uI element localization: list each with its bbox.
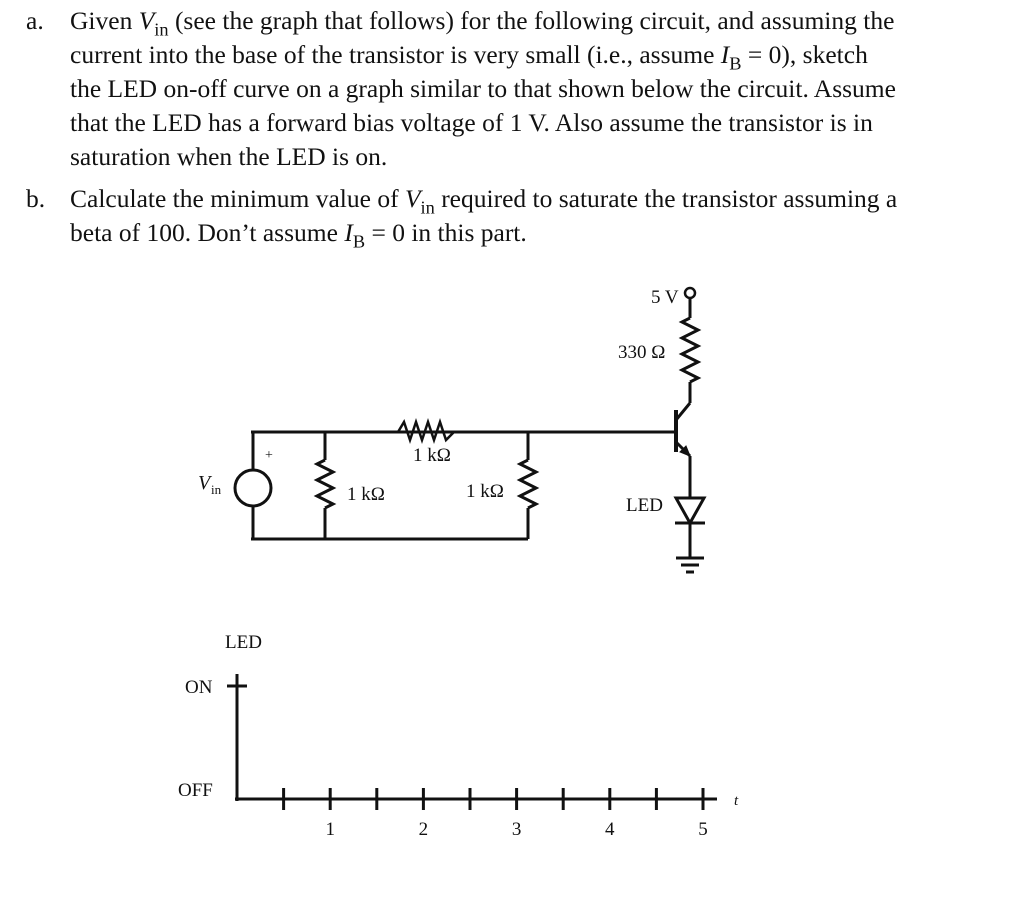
question-b-marker: b. xyxy=(26,184,46,213)
led-timing-graph xyxy=(227,674,717,810)
source-label-var: V xyxy=(198,472,211,494)
graph-off-label: OFF xyxy=(178,780,213,801)
sub-b: B xyxy=(352,231,366,252)
base-shunt-resistor-label: 1 kΩ xyxy=(466,481,504,502)
graph-on-label: ON xyxy=(185,677,213,698)
question-a-text: Given $V_{in}$ (see the graph that follows) for the following circuit, and assuming the current into the base of the transistor is very small (i.e., assume $I_B = 0$), sketch the LED on-off curve on a graph similar to that shown below the circuit. Assume that the LED has a forward bias voltage of 1 V. Also assume the transistor is in saturation when the LED is on. xyxy=(70,6,896,171)
var-i: I xyxy=(720,40,730,69)
supply-label: 5 V xyxy=(651,287,679,308)
graph-x-tick-label: 5 xyxy=(698,819,708,840)
var-i: I xyxy=(344,218,353,247)
question-b-text: Calculate the minimum value of $V_{in}$ required to saturate the transistor assuming a beta of 100. Don’t assume $I_B = 0$ in this part. xyxy=(70,184,898,252)
sub-in: in xyxy=(420,197,435,218)
supply-terminal-icon xyxy=(685,288,695,298)
shunt-resistor-2-zigzag xyxy=(520,460,536,508)
transistor-collector xyxy=(676,403,690,420)
series-resistor-label: 1 kΩ xyxy=(413,445,451,466)
source-label-sub: in xyxy=(211,482,222,497)
sub-in: in xyxy=(154,19,169,40)
graph-x-tick-label: 3 xyxy=(511,819,522,840)
graph-x-tick-label: 1 xyxy=(325,819,335,840)
var-v: V xyxy=(138,6,155,35)
graph-y-title: LED xyxy=(225,632,262,653)
shunt-resistor-1-zigzag xyxy=(317,460,333,508)
input-shunt-resistor-label: 1 kΩ xyxy=(347,484,385,505)
circuit-diagram xyxy=(235,288,705,572)
source-polarity-label: + xyxy=(265,448,273,463)
sub-b: B xyxy=(729,53,742,74)
graph-x-tick-label: 4 xyxy=(605,819,615,840)
collector-resistor-zigzag xyxy=(682,318,698,382)
graph-x-tick-label: 2 xyxy=(418,819,429,840)
graph-x-var: t xyxy=(734,793,739,809)
voltage-source-symbol xyxy=(235,470,271,506)
question-a-marker: a. xyxy=(26,6,44,35)
graph-x-tick-labels xyxy=(325,819,707,840)
var-v: V xyxy=(404,184,421,213)
led-diode-triangle-icon xyxy=(676,498,704,523)
led-label: LED xyxy=(626,495,663,516)
collector-resistor-label: 330 Ω xyxy=(618,342,666,363)
